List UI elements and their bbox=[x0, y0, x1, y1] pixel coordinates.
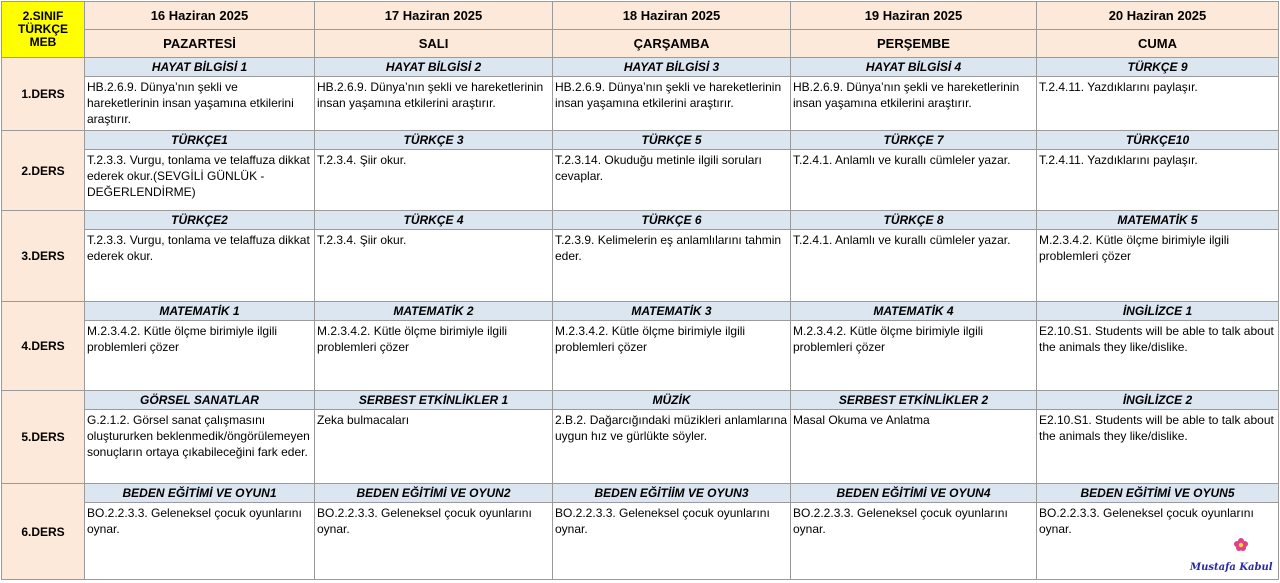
objective-cell: BO.2.2.3.3. Geleneksel çocuk oyunlarını oynar. bbox=[85, 503, 315, 580]
objective-cell: BO.2.2.3.3. Geleneksel çocuk oyunlarını oynar. bbox=[1037, 503, 1279, 580]
objective-cell: Zeka bulmacaları bbox=[315, 410, 553, 484]
objective-cell: BO.2.2.3.3. Geleneksel çocuk oyunlarını oynar. bbox=[791, 503, 1037, 580]
subject-cell: HAYAT BİLGİSİ 2 bbox=[315, 58, 553, 77]
flower-icon bbox=[1232, 536, 1250, 554]
weekly-plan-table bbox=[1, 1, 1279, 580]
day-header: CUMA bbox=[1037, 30, 1279, 58]
objective-cell: BO.2.2.3.3. Geleneksel çocuk oyunlarını oynar. bbox=[553, 503, 791, 580]
lesson-label: 6.DERS bbox=[2, 484, 85, 580]
subject-cell: MÜZİK bbox=[553, 391, 791, 410]
class-label-line1: 2.SINIF bbox=[22, 9, 64, 23]
subject-cell: TÜRKÇE10 bbox=[1037, 131, 1279, 150]
day-header: PAZARTESİ bbox=[85, 30, 315, 58]
objective-cell: G.2.1.2. Görsel sanat çalışmasını oluştururken beklenmedik/öngörülemeyen sonuçların ortaya çıkabileceğini fark eder. bbox=[85, 410, 315, 484]
subject-cell: İNGİLİZCE 2 bbox=[1037, 391, 1279, 410]
objective-cell: HB.2.6.9. Dünya’nın şekli ve hareketlerinin insan yaşamına etkilerini araştırır. bbox=[85, 77, 315, 131]
subject-cell: TÜRKÇE 6 bbox=[553, 211, 791, 230]
subject-cell: SERBEST ETKİNLİKLER 2 bbox=[791, 391, 1037, 410]
objective-cell: E2.10.S1. Students will be able to talk about the animals they like/dislike. bbox=[1037, 321, 1279, 391]
subject-cell: BEDEN EĞİTİMİ VE OYUN1 bbox=[85, 484, 315, 503]
lesson-label: 2.DERS bbox=[2, 131, 85, 211]
objective-cell: T.2.3.4. Şiir okur. bbox=[315, 150, 553, 211]
objective-cell: T.2.3.3. Vurgu, tonlama ve telaffuza dikkat ederek okur. bbox=[85, 230, 315, 302]
objective-cell: T.2.4.11. Yazdıklarını paylaşır. bbox=[1037, 77, 1279, 131]
objective-cell: M.2.3.4.2. Kütle ölçme birimiyle ilgili problemleri çözer bbox=[553, 321, 791, 391]
subject-cell: MATEMATİK 3 bbox=[553, 302, 791, 321]
subject-cell: MATEMATİK 2 bbox=[315, 302, 553, 321]
date-header: 19 Haziran 2025 bbox=[791, 2, 1037, 30]
subject-cell: MATEMATİK 4 bbox=[791, 302, 1037, 321]
subject-cell: TÜRKÇE 7 bbox=[791, 131, 1037, 150]
subject-cell: TÜRKÇE 9 bbox=[1037, 58, 1279, 77]
objective-cell: T.2.3.14. Okuduğu metinle ilgili soruları cevaplar. bbox=[553, 150, 791, 211]
objective-cell: M.2.3.4.2. Kütle ölçme birimiyle ilgili problemleri çözer bbox=[315, 321, 553, 391]
objective-cell: T.2.4.1. Anlamlı ve kurallı cümleler yazar. bbox=[791, 150, 1037, 211]
subject-cell: TÜRKÇE 4 bbox=[315, 211, 553, 230]
signature-name: Mustafa Kabul bbox=[1190, 562, 1273, 573]
subject-cell: TÜRKÇE 5 bbox=[553, 131, 791, 150]
objective-cell: T.2.3.3. Vurgu, tonlama ve telaffuza dikkat ederek okur.(SEVGİLİ GÜNLÜK - DEĞERLENDİRME) bbox=[85, 150, 315, 211]
objective-cell: Masal Okuma ve Anlatma bbox=[791, 410, 1037, 484]
objective-cell: T.2.3.4. Şiir okur. bbox=[315, 230, 553, 302]
subject-cell: TÜRKÇE 3 bbox=[315, 131, 553, 150]
date-header: 20 Haziran 2025 bbox=[1037, 2, 1279, 30]
objective-cell: 2.B.2. Dağarcığındaki müzikleri anlamlarına uygun hız ve gürlükte söyler. bbox=[553, 410, 791, 484]
subject-cell: HAYAT BİLGİSİ 4 bbox=[791, 58, 1037, 77]
subject-cell: TÜRKÇE1 bbox=[85, 131, 315, 150]
day-header: ÇARŞAMBA bbox=[553, 30, 791, 58]
subject-cell: BEDEN EĞİTİMİ VE OYUN5 bbox=[1037, 484, 1279, 503]
objective-cell: HB.2.6.9. Dünya’nın şekli ve hareketlerinin insan yaşamına etkilerini araştırır. bbox=[791, 77, 1037, 131]
subject-cell: HAYAT BİLGİSİ 1 bbox=[85, 58, 315, 77]
objective-cell: HB.2.6.9. Dünya’nın şekli ve hareketlerinin insan yaşamına etkilerini araştırır. bbox=[553, 77, 791, 131]
lesson-label: 4.DERS bbox=[2, 302, 85, 391]
objective-cell: T.2.3.9. Kelimelerin eş anlamlılarını tahmin eder. bbox=[553, 230, 791, 302]
subject-cell: GÖRSEL SANATLAR bbox=[85, 391, 315, 410]
subject-cell: TÜRKÇE 8 bbox=[791, 211, 1037, 230]
subject-cell: MATEMATİK 5 bbox=[1037, 211, 1279, 230]
subject-cell: SERBEST ETKİNLİKLER 1 bbox=[315, 391, 553, 410]
subject-cell: İNGİLİZCE 1 bbox=[1037, 302, 1279, 321]
lesson-label: 3.DERS bbox=[2, 211, 85, 302]
objective-cell: T.2.4.1. Anlamlı ve kurallı cümleler yazar. bbox=[791, 230, 1037, 302]
objective-cell: M.2.3.4.2. Kütle ölçme birimiyle ilgili problemleri çözer bbox=[1037, 230, 1279, 302]
date-header: 18 Haziran 2025 bbox=[553, 2, 791, 30]
subject-cell: BEDEN EĞİTİİM VE OYUN3 bbox=[553, 484, 791, 503]
day-header: SALI bbox=[315, 30, 553, 58]
objective-cell: HB.2.6.9. Dünya’nın şekli ve hareketlerinin insan yaşamına etkilerini araştırır. bbox=[315, 77, 553, 131]
class-label-line3: MEB bbox=[29, 35, 57, 49]
objective-cell: T.2.4.11. Yazdıklarını paylaşır. bbox=[1037, 150, 1279, 211]
lesson-label: 1.DERS bbox=[2, 58, 85, 131]
subject-cell: HAYAT BİLGİSİ 3 bbox=[553, 58, 791, 77]
objective-cell: BO.2.2.3.3. Geleneksel çocuk oyunlarını oynar. bbox=[315, 503, 553, 580]
date-header: 17 Haziran 2025 bbox=[315, 2, 553, 30]
objective-cell: E2.10.S1. Students will be able to talk about the animals they like/dislike. bbox=[1037, 410, 1279, 484]
subject-cell: BEDEN EĞİTİMİ VE OYUN2 bbox=[315, 484, 553, 503]
subject-cell: TÜRKÇE2 bbox=[85, 211, 315, 230]
objective-cell: M.2.3.4.2. Kütle ölçme birimiyle ilgili problemleri çözer bbox=[791, 321, 1037, 391]
subject-cell: MATEMATİK 1 bbox=[85, 302, 315, 321]
subject-cell: BEDEN EĞİTİMİ VE OYUN4 bbox=[791, 484, 1037, 503]
day-header: PERŞEMBE bbox=[791, 30, 1037, 58]
lesson-label: 5.DERS bbox=[2, 391, 85, 484]
date-header: 16 Haziran 2025 bbox=[85, 2, 315, 30]
author-signature bbox=[1190, 536, 1274, 580]
class-label-line2: TÜRKÇE bbox=[18, 22, 68, 36]
class-label-cell bbox=[2, 2, 85, 58]
objective-cell: M.2.3.4.2. Kütle ölçme birimiyle ilgili problemleri çözer bbox=[85, 321, 315, 391]
